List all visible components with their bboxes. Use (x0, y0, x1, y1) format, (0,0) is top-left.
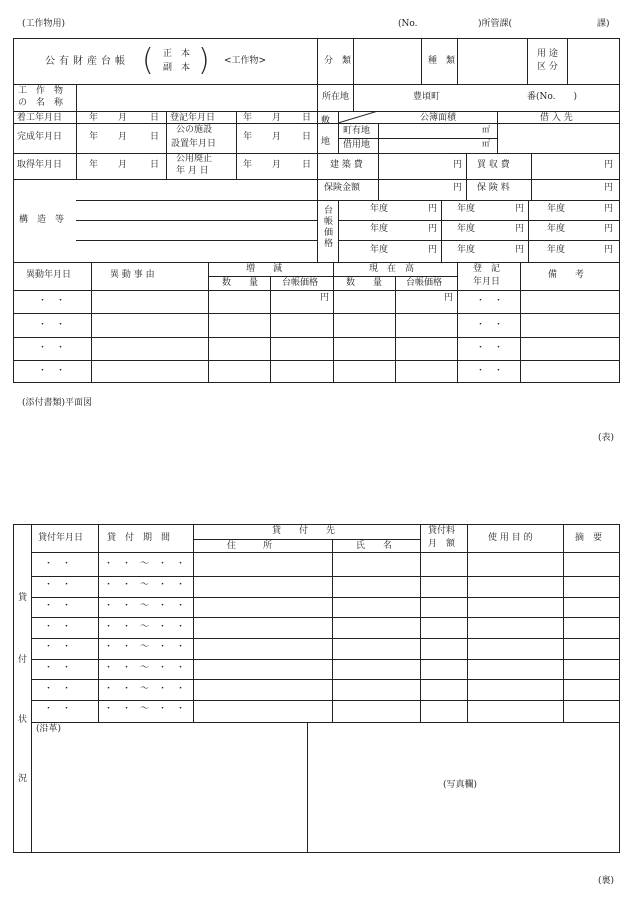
change-date-header: 異動年月日 (26, 270, 72, 280)
structure-name-label-2: の 名 称 (18, 98, 64, 108)
photo-area-label: (写真欄) (443, 780, 478, 790)
structure-etc-label: 構 造 等 (19, 215, 65, 225)
type-label: 種 類 (428, 56, 456, 66)
town-owned-land-label: 町有地 (343, 126, 371, 136)
loan-status-side-4: 況 (18, 774, 28, 784)
loan-status-side-2: 付 (18, 655, 28, 665)
loan-date-header: 貸付年月日 (38, 533, 84, 543)
purchase-cost-label: 買 収 費 (477, 160, 510, 170)
town-name: 豊頃町 (413, 92, 441, 102)
history-label: (沿革) (36, 724, 62, 734)
facility-establish-date-label: 設置年月日 (171, 139, 217, 149)
construction-cost-label: 建 築 費 (330, 160, 363, 170)
section-suffix: 課) (597, 19, 610, 29)
front-side-label: (表) (598, 433, 615, 443)
acquisition-date-label: 取得年月日 (17, 160, 63, 170)
public-use-abolition-label: 公用廃止 (176, 154, 213, 164)
classification-label: 分 類 (324, 56, 352, 66)
attachments-label: (添付書類)平面図 (22, 398, 93, 408)
lot-number-label: 番(No. ) (527, 92, 578, 102)
back-side-label: (裏) (598, 876, 615, 886)
number-label: (No. (398, 19, 418, 29)
insured-amount-label: 保険金額 (324, 183, 361, 193)
lessee-name-header: 氏 名 (356, 541, 393, 551)
category-label: 区 分 (537, 62, 558, 72)
registration-header-2: 年月日 (473, 277, 501, 287)
address-header: 住 所 (227, 541, 273, 551)
diagonal-divider (338, 111, 378, 123)
office-label: )所管課( (478, 19, 513, 29)
ledger-price-label-1: 台 (324, 206, 334, 216)
construction-start-label: 着工年月日 (17, 113, 63, 123)
leased-land-label: 借用地 (343, 140, 371, 150)
kind-label: <工作物> (224, 56, 267, 66)
insurance-premium-label: 保 険 料 (477, 183, 510, 193)
form-type-label: (工作物用) (22, 19, 66, 29)
ledger-price-label-2: 帳 (324, 217, 334, 227)
completion-date-label: 完成年月日 (17, 132, 63, 142)
public-facility-label: 公の施設 (176, 125, 213, 135)
loan-status-side-3: 状 (18, 715, 28, 725)
ledger-price-label-4: 格 (324, 239, 334, 249)
change-reason-header: 異 動 事 由 (110, 270, 155, 280)
remarks-header: 備 考 (548, 270, 585, 280)
original-copy-label: 正 本 (163, 49, 191, 59)
summary-header: 摘 要 (575, 533, 603, 543)
registration-date-label: 登記年月日 (170, 113, 216, 123)
lessee-header: 貸 付 先 (272, 526, 336, 536)
increase-decrease-header: 増 減 (246, 264, 283, 274)
site-label-2: 地 (321, 137, 331, 147)
loan-status-side-1: 貸 (18, 593, 28, 603)
abolition-date-label: 年 月 日 (176, 166, 209, 176)
usage-label: 用 途 (537, 49, 558, 59)
structure-name-label-1: 工 作 物 (18, 86, 64, 96)
ledger-price-label-3: 価 (324, 228, 334, 238)
location-label: 所在地 (322, 92, 350, 102)
registry-area-label: 公簿面積 (420, 113, 457, 123)
current-amount-header: 現 在 高 (369, 264, 415, 274)
purpose-header: 使 用 目 的 (488, 533, 533, 543)
duplicate-copy-label: 副 本 (163, 63, 191, 73)
ledger-title: 公有財産台帳 (45, 56, 129, 67)
loan-period-header: 貸 付 期 間 (107, 533, 171, 543)
registration-header-1: 登 記 (473, 264, 501, 274)
loan-fee-header-1: 貸付料 (428, 526, 456, 536)
loan-fee-header-2: 月 額 (428, 539, 456, 549)
lender-label: 借 入 先 (540, 113, 573, 123)
site-label-1: 敷 (321, 116, 331, 126)
